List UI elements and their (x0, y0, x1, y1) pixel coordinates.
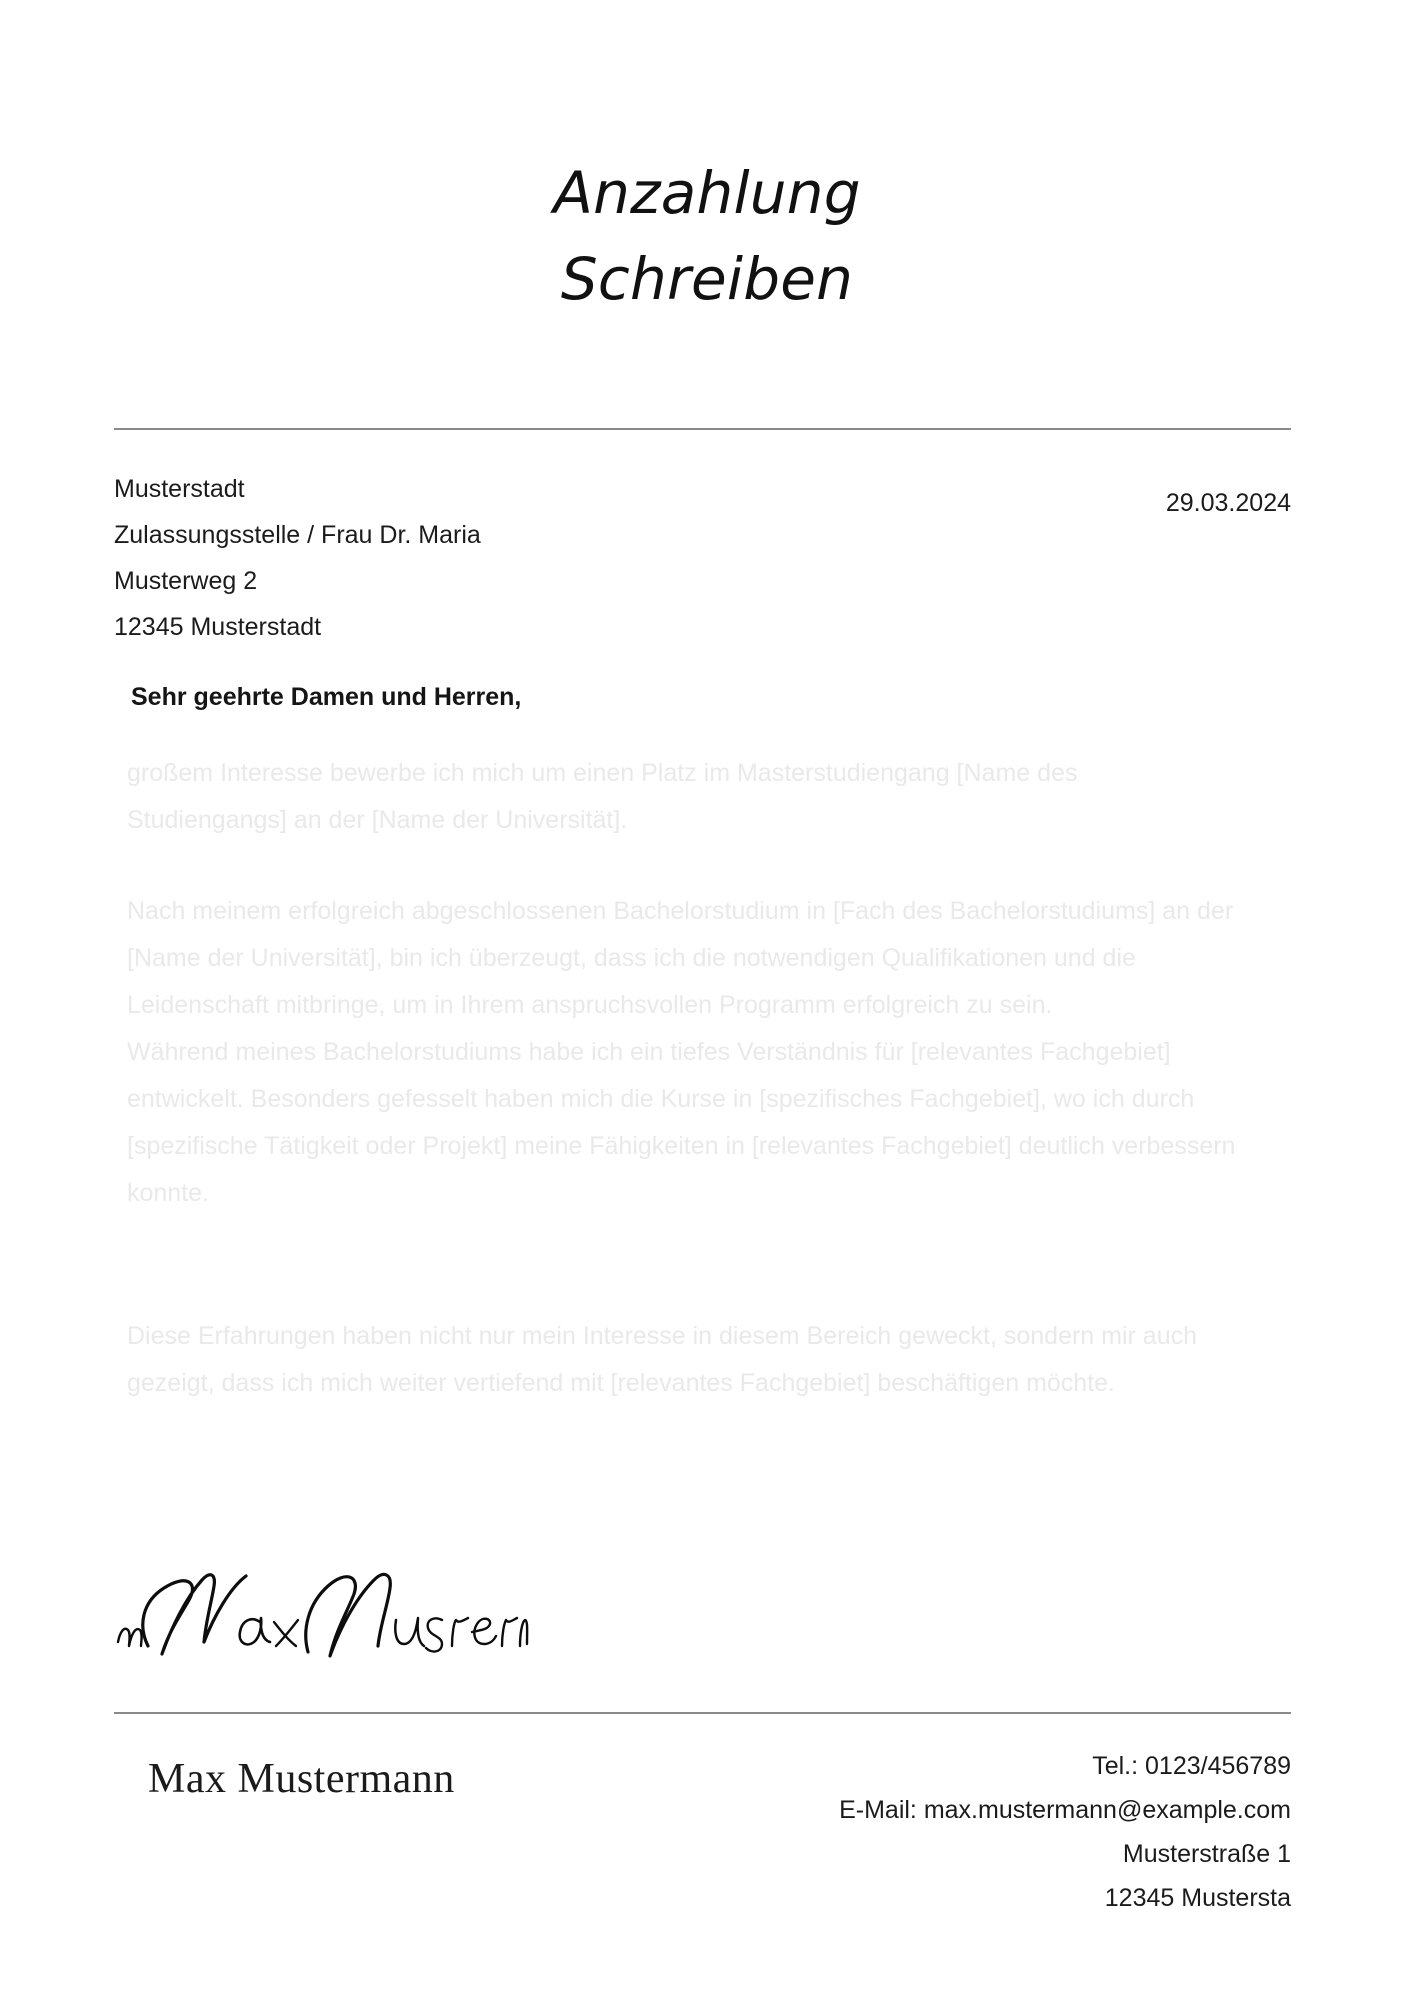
contact-email: E-Mail: max.mustermann@example.com (839, 1796, 1291, 1824)
sender-contact (839, 1744, 1291, 1920)
footer-divider (114, 1712, 1291, 1714)
address-line: Musterstadt (114, 475, 245, 503)
paragraph-gap (127, 844, 1237, 888)
title-line-2: Schreiben (560, 245, 854, 313)
recipient-address (114, 466, 1291, 650)
signature-image (112, 1554, 532, 1674)
address-line: Musterweg 2 (114, 567, 258, 595)
body-paragraph: Nach meinem erfolgreich abgeschlossenen Bachelorstudium in [Fach des Bachelorstudiums] an der [Name der Universität], bin ich überzeugt, dass ich die notwendigen Qualifikationen und die Leidenschaft mitbringe, um in Ihrem anspruchsvollen Programm erfolgreich zu sein. (127, 897, 1234, 1019)
contact-phone: Tel.: 0123/456789 (1092, 1752, 1291, 1780)
body-paragraph: Während meines Bachelorstudiums habe ich ein tiefes Verständnis für [relevantes Fachgebiet] entwickelt. Besonders gefesselt haben mich die Kurse in [spezifisches Fachgebiet], wo ich durch [spezifische Tätigkeit oder Projekt] meine Fähigkeiten in [relevantes Fachgebiet] deutlich verbessern konnte. (127, 1038, 1236, 1207)
address-line: Zulassungsstelle / Frau Dr. Maria (114, 521, 481, 549)
salutation: Sehr geehrte Damen und Herren, (131, 683, 522, 711)
title-line-1: Anzahlung (553, 159, 861, 227)
letter-date: 29.03.2024 (1165, 489, 1291, 517)
body-paragraph: Diese Erfahrungen haben nicht nur mein Interesse in diesem Bereich geweckt, sondern mir auch gezeigt, dass ich mich weiter vertiefend mit [relevantes Fachgebiet] beschäftigen möchte. (127, 1322, 1198, 1397)
letter-body (127, 750, 1237, 1407)
sender-name: Max Mustermann (148, 1756, 455, 1802)
contact-city: 12345 Mustersta (1104, 1884, 1291, 1912)
contact-street: Musterstraße 1 (1122, 1840, 1291, 1868)
letter-meta-row (114, 466, 1291, 650)
paragraph-gap (127, 1217, 1237, 1313)
header-divider (114, 428, 1291, 430)
handwritten-signature-icon (112, 1554, 532, 1674)
body-paragraph: großem Interesse bewerbe ich mich um einen Platz im Masterstudiengang [Name des Studiengangs] an der [Name der Universität]. (127, 759, 1078, 834)
document-title (0, 150, 1414, 322)
address-line: 12345 Musterstadt (114, 613, 322, 641)
